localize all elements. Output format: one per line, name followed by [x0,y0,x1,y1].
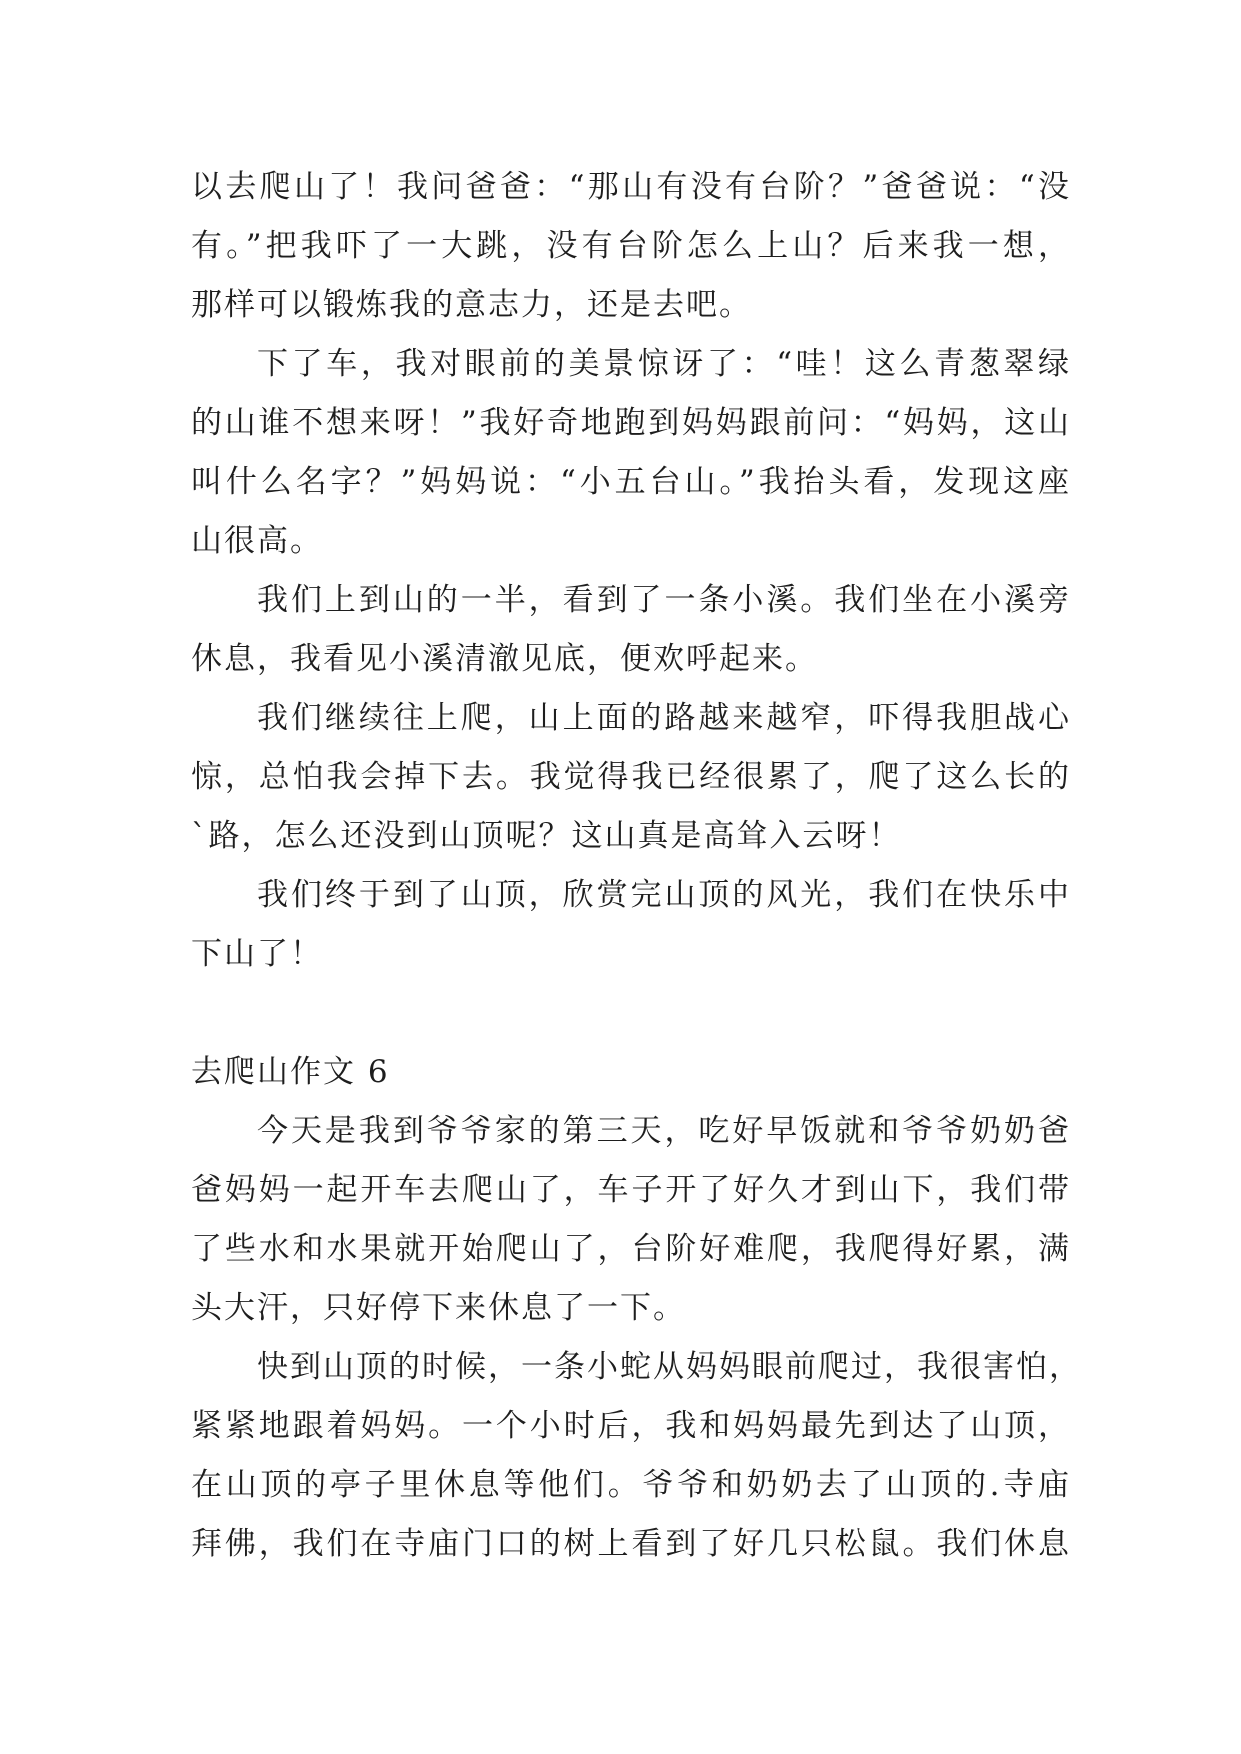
text-line: 山很高。 [191,523,323,559]
text-line: 爸妈妈一起开车去爬山了，车子开了好久才到山下，我们带 [191,1172,1071,1208]
paragraph [191,689,1071,866]
paragraph-continuation [191,158,1071,335]
paragraph [191,1338,1082,1574]
section-gap [191,984,1071,1043]
text-line: 叫什么名字？”妈妈说：“小五台山。”我抬头看，发现这座 [191,464,1071,500]
text-line: 下山了！ [191,936,323,972]
paragraph [191,335,1071,571]
text-line: 的山谁不想来呀！”我好奇地跑到妈妈跟前问：“妈妈，这山 [191,405,1071,441]
text-line: 以去爬山了！我问爸爸：“那山有没有台阶？”爸爸说：“没 [191,169,1071,205]
section-heading: 去爬山作文 6 [191,1054,390,1090]
paragraph [191,571,1071,689]
text-line: 我们终于到了山顶，欣赏完山顶的风光，我们在快乐中 [257,877,1071,913]
text-line: 休息，我看见小溪清澈见底，便欢呼起来。 [191,641,818,677]
text-line: 在山顶的亭子里休息等他们。爷爷和奶奶去了山顶的.寺庙 [191,1467,1071,1503]
text-line: 了些水和水果就开始爬山了，台阶好难爬，我爬得好累，满 [191,1231,1071,1267]
paragraph [191,1102,1071,1338]
text-line: 我们上到山的一半，看到了一条小溪。我们坐在小溪旁 [257,582,1071,618]
text-line: 惊，总怕我会掉下去。我觉得我已经很累了，爬了这么长的 [191,759,1071,795]
paragraph [191,866,1071,984]
text-line: 头大汗，只好停下来休息了一下。 [191,1290,686,1326]
text-line: 有。”把我吓了一大跳，没有台阶怎么上山？后来我一想， [191,228,1071,264]
text-line: 下了车，我对眼前的美景惊讶了：“哇！这么青葱翠绿 [257,346,1071,382]
text-line: 我们继续往上爬，山上面的路越来越窄，吓得我胆战心 [257,700,1071,736]
text-line: 今天是我到爷爷家的第三天，吃好早饭就和爷爷奶奶爸 [257,1113,1071,1149]
text-line: 快到山顶的时候，一条小蛇从妈妈眼前爬过，我很害怕， [257,1349,1082,1385]
text-line: 紧紧地跟着妈妈。一个小时后，我和妈妈最先到达了山顶， [191,1408,1071,1444]
text-line: 拜佛，我们在寺庙门口的树上看到了好几只松鼠。我们休息 [191,1526,1071,1562]
text-line: `路，怎么还没到山顶呢？这山真是高耸入云呀！ [191,818,902,854]
document-body [191,158,1082,1574]
text-line: 那样可以锻炼我的意志力，还是去吧。 [191,287,752,323]
